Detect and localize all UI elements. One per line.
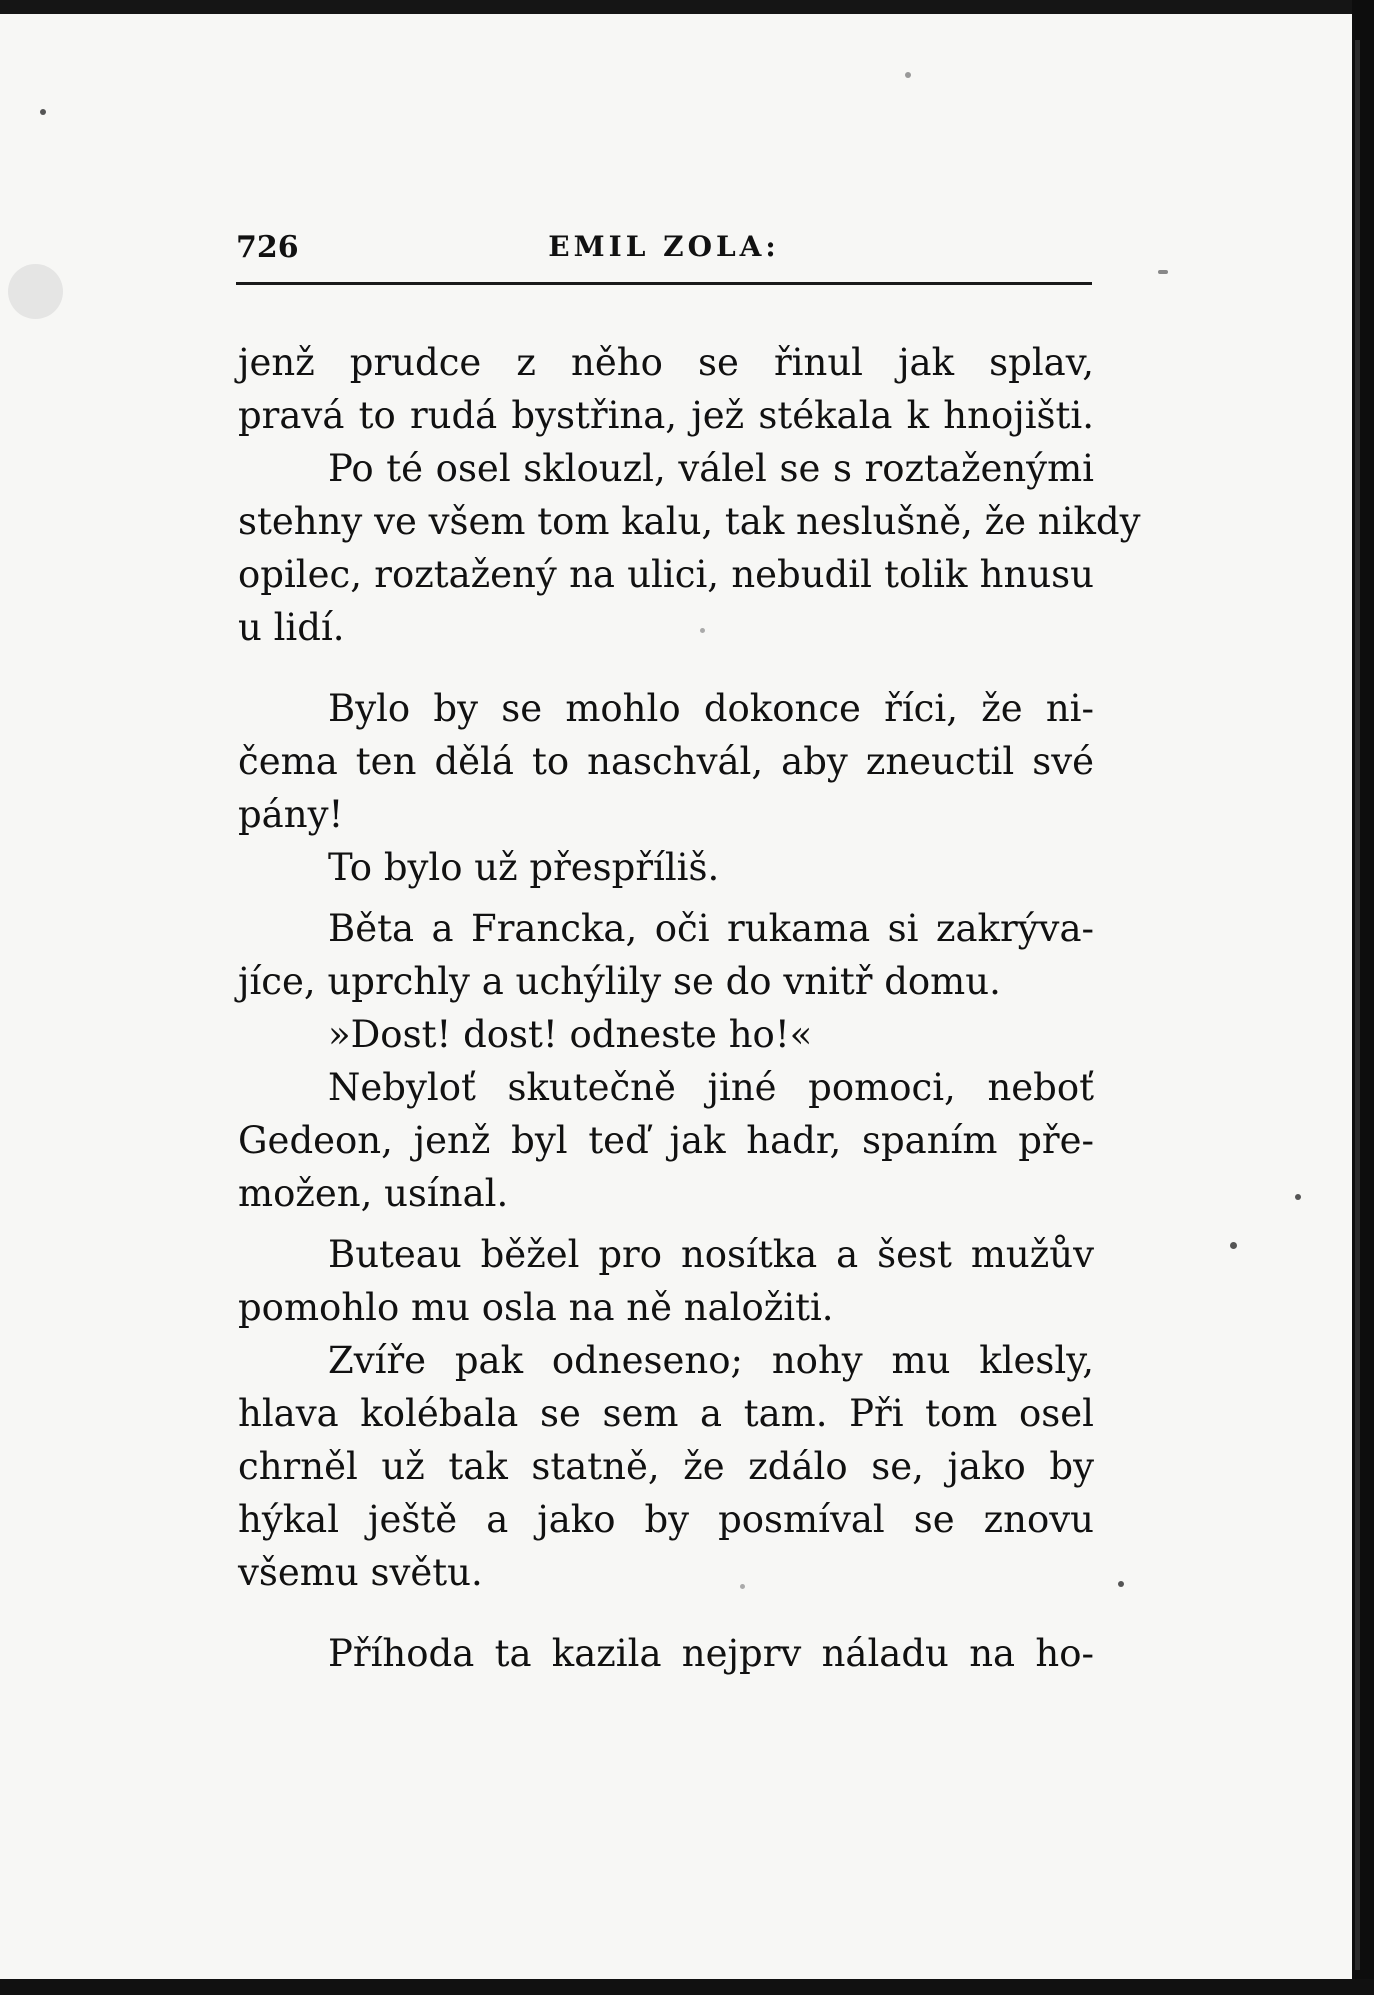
- text-line: možen, usínal.: [238, 1172, 509, 1215]
- ink-speck: [905, 72, 911, 78]
- text-line: jenž prudce z něho se řinul jak splav,: [238, 341, 1094, 384]
- text-line: jíce, uprchly a uchýlily se do vnitř domu.: [238, 960, 1001, 1003]
- scan-bottom-edge: [0, 1979, 1374, 1995]
- text-line: hýkal ještě a jako by posmíval se znovu: [238, 1498, 1094, 1541]
- text-line: všemu světu.: [238, 1551, 483, 1594]
- text-line: Nebyloť skutečně jiné pomoci, neboť: [328, 1066, 1094, 1109]
- running-title: EMIL ZOLA:: [548, 230, 780, 263]
- book-page: [0, 14, 1352, 1979]
- text-line: Gedeon, jenž byl teď jak hadr, spaním pře-: [238, 1119, 1094, 1162]
- ink-speck: [40, 109, 46, 115]
- text-line: pomohlo mu osla na ně naložiti.: [238, 1286, 834, 1329]
- text-line: Buteau běžel pro nosítka a šest mužův: [328, 1233, 1094, 1276]
- text-line: To bylo už přespříliš.: [328, 846, 720, 889]
- ink-speck: [1295, 1194, 1301, 1200]
- text-line: Bylo by se mohlo dokonce říci, že ni-: [328, 687, 1094, 730]
- text-line: opilec, roztažený na ulici, nebudil tolik hnusu: [238, 553, 1094, 596]
- ink-speck: [1230, 1242, 1237, 1249]
- text-line: stehny ve všem tom kalu, tak neslušně, že nikdy: [238, 500, 1141, 543]
- text-line: pány!: [238, 793, 344, 836]
- body-text: [238, 336, 1141, 1680]
- page-number: 726: [236, 230, 299, 265]
- text-line: Běta a Francka, oči rukama si zakrýva-: [328, 907, 1094, 950]
- header-rule: [236, 282, 1092, 285]
- text-line: »Dost! dost! odneste ho!«: [328, 1013, 813, 1056]
- text-line: pravá to rudá bystřina, jež stékala k hnojišti.: [238, 394, 1094, 437]
- ink-speck: [1118, 1581, 1124, 1587]
- ink-speck: [8, 264, 63, 319]
- text-line: čema ten dělá to naschvál, aby zneuctil své: [238, 740, 1094, 783]
- text-line: hlava kolébala se sem a tam. Při tom osel: [238, 1392, 1094, 1435]
- page-header: [236, 222, 1092, 272]
- text-line: Po té osel sklouzl, válel se s roztaženými: [328, 447, 1094, 490]
- text-line: Příhoda ta kazila nejprv náladu na ho-: [328, 1632, 1094, 1675]
- text-line: u lidí.: [238, 606, 345, 649]
- ink-speck: [1158, 270, 1168, 274]
- binding-line: [1355, 40, 1360, 1970]
- text-line: chrněl už tak statně, že zdálo se, jako by: [238, 1445, 1094, 1488]
- binding-edge: [1352, 0, 1374, 1995]
- text-line: Zvíře pak odneseno; nohy mu klesly,: [328, 1339, 1094, 1382]
